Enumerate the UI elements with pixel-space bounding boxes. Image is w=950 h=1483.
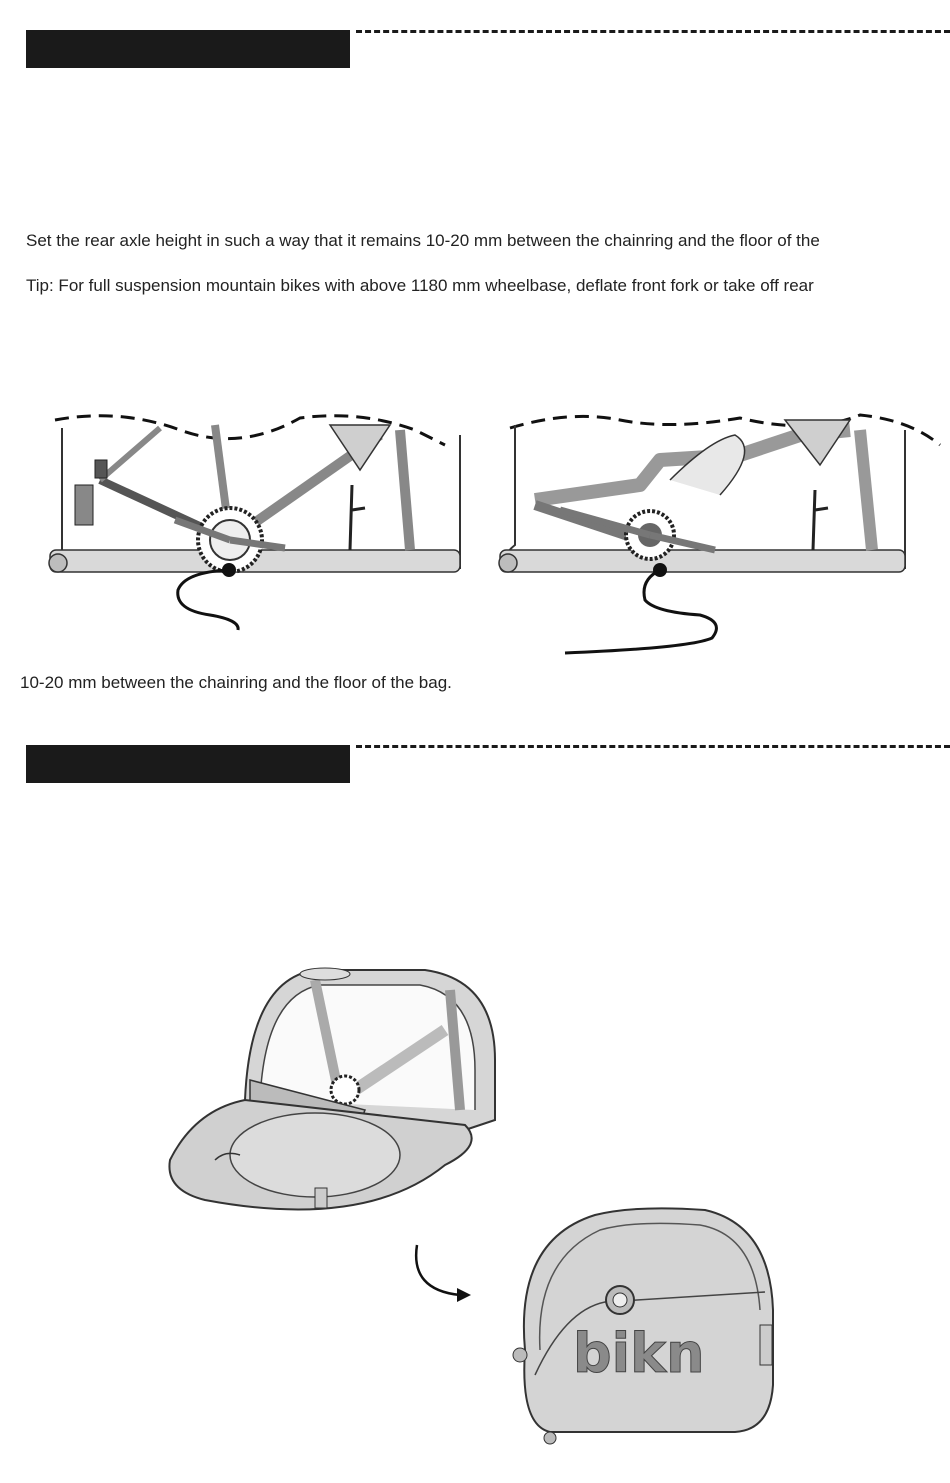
section-2-header-bar (26, 745, 350, 783)
brand-logo: bikn (573, 1322, 705, 1385)
open-bag-with-bike-illustration (165, 960, 510, 1240)
instruction-text: Set the rear axle height in such a way that it remains 10-20 mm between the chainring and the floor of the (26, 231, 820, 250)
section-1-header-bar (26, 30, 350, 68)
close-bag-arrow (405, 1240, 485, 1305)
tip-text: Tip: For full suspension mountain bikes with above 1180 mm wheelbase, deflate front fork or take off rear (26, 276, 814, 295)
road-bike-in-bag-illustration (0, 400, 475, 670)
closed-bag-illustration (505, 1200, 785, 1445)
section-2-dashed-rule (356, 745, 950, 748)
caption-text: 10-20 mm between the chainring and the floor of the bag. (20, 673, 452, 692)
mountain-bike-in-bag-illustration (480, 400, 950, 670)
section-1-dashed-rule (356, 30, 950, 33)
